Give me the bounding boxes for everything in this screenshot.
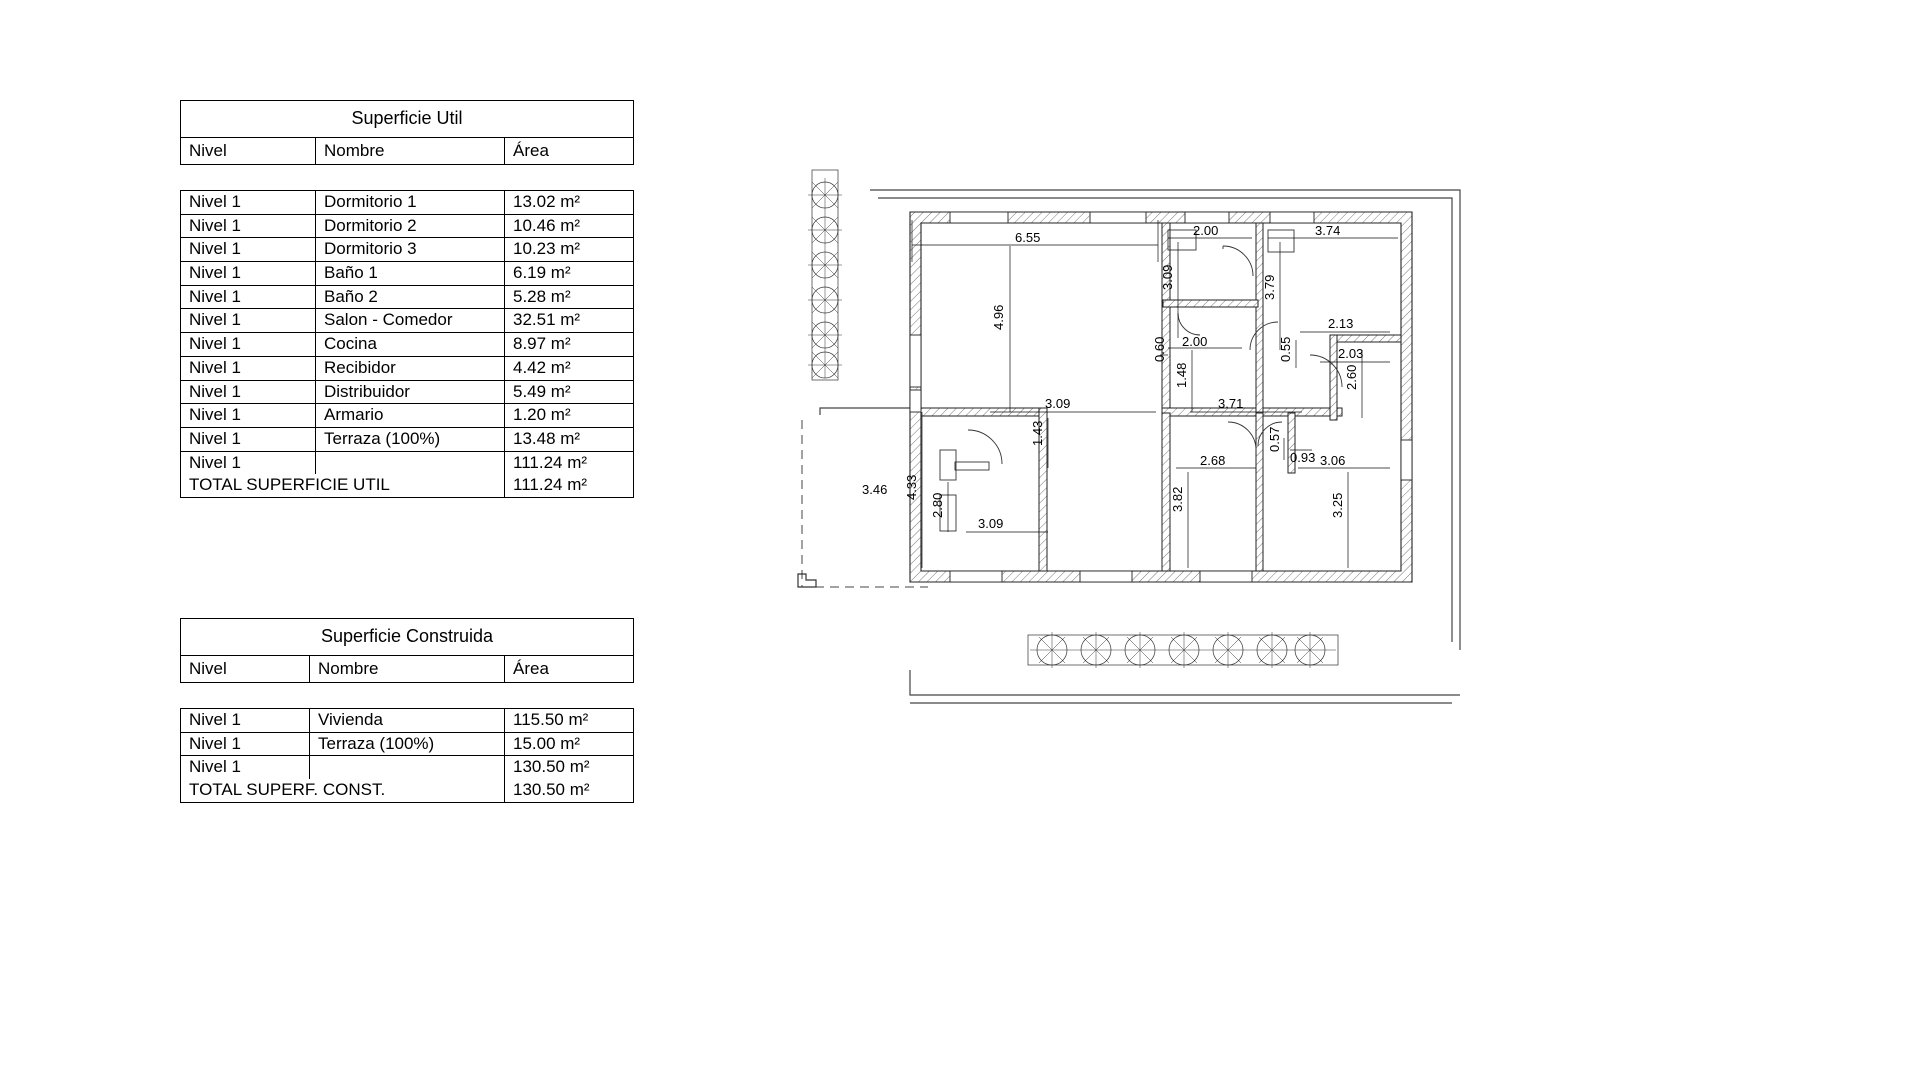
cell-area: 8.97 m²	[505, 333, 634, 357]
dim-2-60: 2.60	[1344, 364, 1359, 390]
dim-3-09-mid: 3.09	[1045, 396, 1071, 411]
hedge-vertical	[808, 170, 842, 380]
dim-4-33: 4.33	[904, 474, 919, 500]
table-row	[181, 356, 634, 380]
table-row	[181, 285, 634, 309]
floor-plan	[790, 150, 1700, 870]
dim-3-25: 3.25	[1330, 492, 1345, 518]
cell-area: 32.51 m²	[505, 309, 634, 333]
dim-3-71: 3.71	[1218, 396, 1244, 411]
cell-nombre: Terraza (100%)	[316, 427, 505, 451]
table-header-row	[181, 655, 634, 683]
column-header-nombre: Nombre	[310, 655, 505, 683]
superficie-construida-rows	[180, 708, 634, 803]
dim-1-48: 1.48	[1174, 362, 1189, 388]
table-title: Superficie Construida	[181, 619, 634, 656]
cell-nivel: Nivel 1	[181, 262, 316, 286]
table-row	[181, 709, 634, 733]
cell-area: 15.00 m²	[505, 732, 634, 756]
superficie-construida-table	[180, 618, 634, 683]
cell-nombre: Recibidor	[316, 356, 505, 380]
cell-nombre: Terraza (100%)	[310, 732, 505, 756]
terrace-outline	[802, 420, 928, 587]
table-row	[181, 404, 634, 428]
fixtures	[940, 230, 1294, 531]
column-header-nombre: Nombre	[316, 137, 505, 165]
cell-nivel: Nivel 1	[181, 309, 316, 333]
total-row	[181, 779, 634, 802]
table-row	[181, 380, 634, 404]
cell-area: 4.42 m²	[505, 356, 634, 380]
dim-2-13: 2.13	[1328, 316, 1354, 331]
cell-nombre: Cocina	[316, 333, 505, 357]
cell-nivel: Nivel 1	[181, 732, 310, 756]
cell-nombre: Vivienda	[310, 709, 505, 733]
cell-area: 5.49 m²	[505, 380, 634, 404]
subtotal-row	[181, 451, 634, 474]
terrace-corner-mark	[798, 574, 816, 587]
cell-nombre: Baño 2	[316, 285, 505, 309]
cell-nombre: Armario	[316, 404, 505, 428]
dim-3-09-v: 3.09	[1160, 264, 1175, 290]
subtotal-nivel: Nivel 1	[181, 451, 316, 474]
table-title: Superficie Util	[181, 101, 634, 138]
cell-nivel: Nivel 1	[181, 356, 316, 380]
dim-2-03: 2.03	[1338, 346, 1364, 361]
dim-1-43: 1.43	[1030, 420, 1045, 446]
cell-area: 10.23 m²	[505, 238, 634, 262]
cell-area: 5.28 m²	[505, 285, 634, 309]
table-title-row	[181, 619, 634, 656]
cell-nombre: Baño 1	[316, 262, 505, 286]
table-row	[181, 732, 634, 756]
dim-6-55: 6.55	[1015, 230, 1041, 245]
subtotal-blank	[310, 756, 505, 779]
dim-4-96: 4.96	[991, 304, 1006, 330]
dim-3-06: 3.06	[1320, 453, 1346, 468]
cell-nombre: Salon - Comedor	[316, 309, 505, 333]
cell-nivel: Nivel 1	[181, 285, 316, 309]
column-header-nivel: Nivel	[181, 137, 316, 165]
superficie-util-table	[180, 100, 634, 165]
cell-area: 13.48 m²	[505, 427, 634, 451]
column-header-nivel: Nivel	[181, 655, 310, 683]
dim-0-60: 0.60	[1152, 336, 1167, 362]
subtotal-area: 130.50 m²	[505, 756, 634, 779]
total-area: 111.24 m²	[505, 474, 634, 497]
total-area: 130.50 m²	[505, 779, 634, 802]
cell-area: 6.19 m²	[505, 262, 634, 286]
cell-nivel: Nivel 1	[181, 333, 316, 357]
dim-3-79: 3.79	[1262, 274, 1277, 300]
table-row	[181, 309, 634, 333]
table-row	[181, 427, 634, 451]
dim-2-00-top: 2.00	[1193, 223, 1219, 238]
table-header-row	[181, 137, 634, 165]
dim-2-68: 2.68	[1200, 453, 1226, 468]
cell-nivel: Nivel 1	[181, 427, 316, 451]
subtotal-nivel: Nivel 1	[181, 756, 310, 779]
cell-nivel: Nivel 1	[181, 709, 310, 733]
cell-nombre: Dormitorio 3	[316, 238, 505, 262]
total-row	[181, 474, 634, 497]
superficie-util-rows	[180, 190, 634, 498]
cell-nombre: Distribuidor	[316, 380, 505, 404]
total-label: TOTAL SUPERF. CONST.	[181, 779, 505, 802]
hedge-horizontal	[1028, 632, 1338, 668]
table-row	[181, 333, 634, 357]
dim-3-82: 3.82	[1170, 486, 1185, 512]
dim-2-80: 2.80	[930, 492, 945, 518]
cell-nivel: Nivel 1	[181, 214, 316, 238]
dim-0-93: 0.93	[1290, 450, 1316, 465]
cell-area: 10.46 m²	[505, 214, 634, 238]
cell-area: 1.20 m²	[505, 404, 634, 428]
cell-nombre: Dormitorio 1	[316, 191, 505, 215]
table-title-row	[181, 101, 634, 138]
dim-3-09-bottom: 3.09	[978, 516, 1004, 531]
table-row	[181, 262, 634, 286]
cell-nombre: Dormitorio 2	[316, 214, 505, 238]
table-row	[181, 191, 634, 215]
cell-nivel: Nivel 1	[181, 191, 316, 215]
dim-2-00-low: 2.00	[1182, 334, 1208, 349]
table-row	[181, 214, 634, 238]
cell-nivel: Nivel 1	[181, 404, 316, 428]
cell-nivel: Nivel 1	[181, 380, 316, 404]
column-header-area: Área	[505, 137, 634, 165]
subtotal-area: 111.24 m²	[505, 451, 634, 474]
dim-3-46: 3.46	[862, 482, 888, 497]
cell-nivel: Nivel 1	[181, 238, 316, 262]
subtotal-blank	[316, 451, 505, 474]
dim-0-57: 0.57	[1267, 426, 1282, 452]
cell-area: 115.50 m²	[505, 709, 634, 733]
dim-0-55: 0.55	[1278, 336, 1293, 362]
cell-area: 13.02 m²	[505, 191, 634, 215]
dim-3-74: 3.74	[1315, 223, 1341, 238]
table-row	[181, 238, 634, 262]
subtotal-row	[181, 756, 634, 779]
column-header-area: Área	[505, 655, 634, 683]
dimension-labels	[862, 223, 1363, 531]
total-label: TOTAL SUPERFICIE UTIL	[181, 474, 505, 497]
